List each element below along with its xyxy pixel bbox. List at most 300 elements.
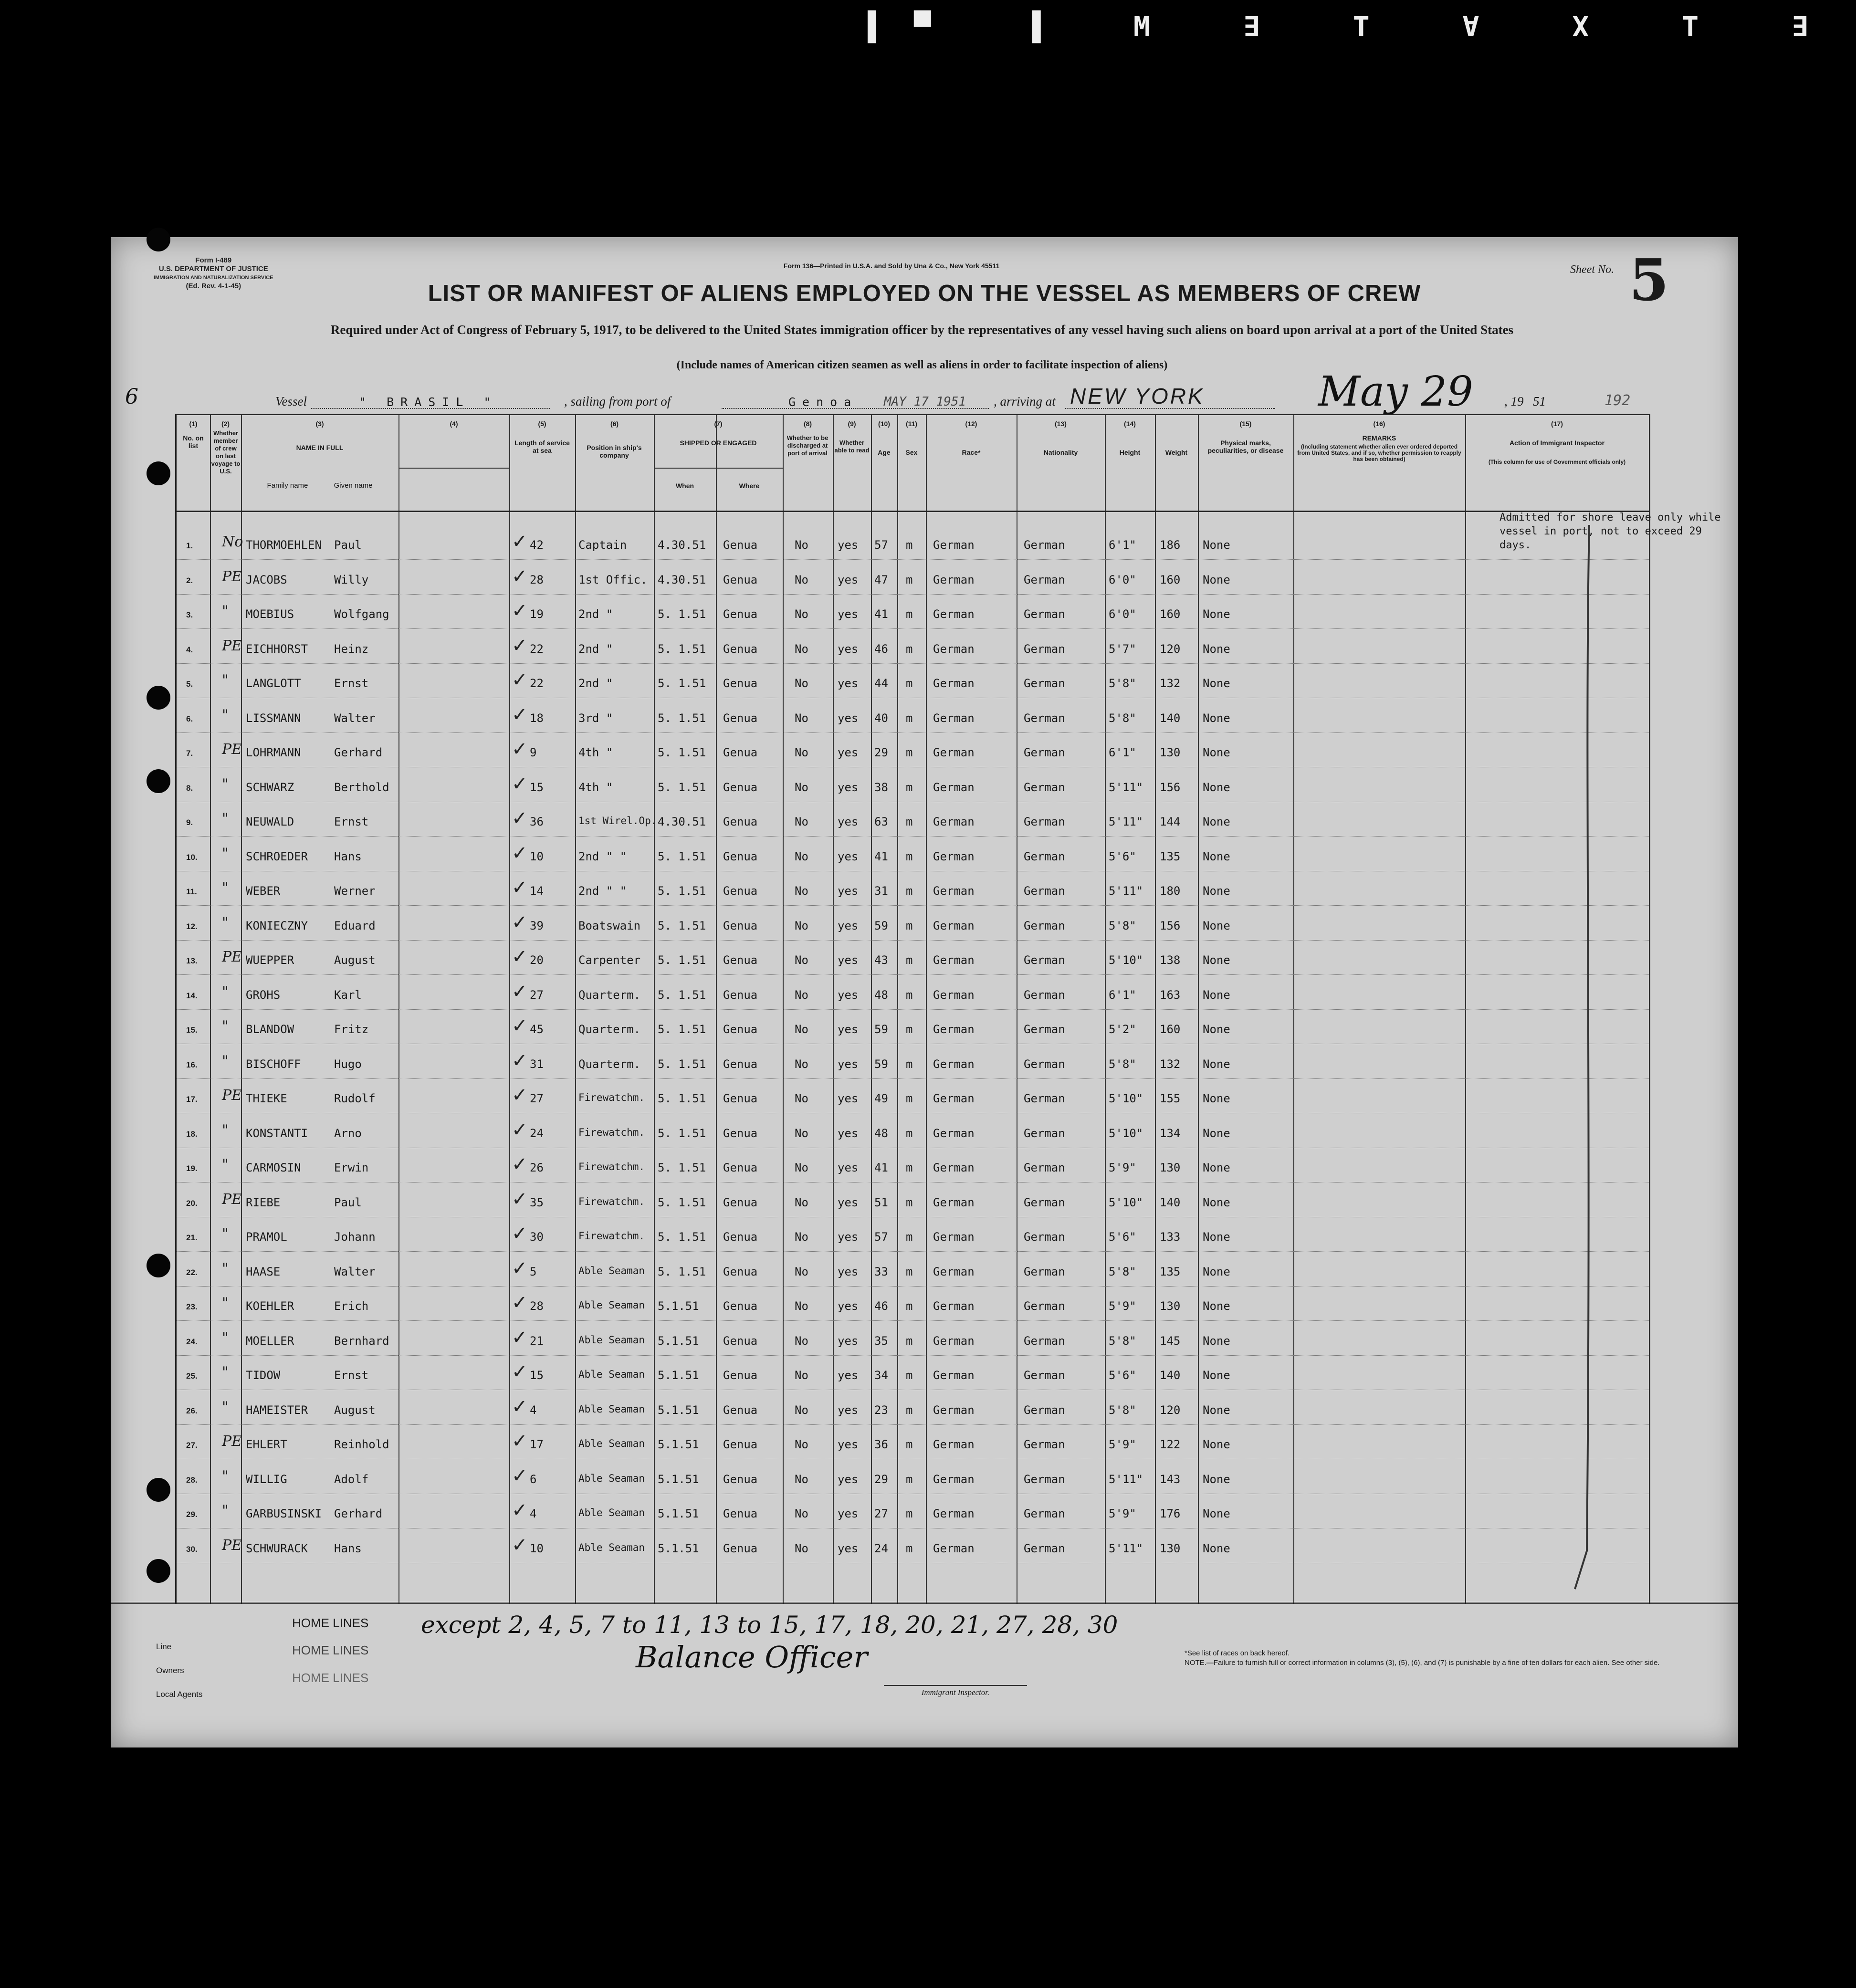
age-cell: 23 — [874, 1403, 888, 1417]
race-cell: German — [933, 1265, 975, 1278]
position-cell: 2nd " " — [578, 849, 627, 863]
given-name-cell: Ernst — [334, 677, 369, 690]
shipped-when-cell: 4.30.51 — [658, 573, 706, 586]
shipped-when-cell: 5. 1.51 — [658, 919, 706, 932]
position-cell: 4th " — [578, 780, 613, 794]
physical-marks-cell: None — [1203, 1092, 1230, 1105]
given-name-cell: Berthold — [334, 780, 389, 794]
family-name-cell: HAMEISTER — [246, 1403, 308, 1417]
weight-cell: 156 — [1160, 919, 1181, 932]
check-mark-icon: ✓ — [512, 669, 528, 691]
height-cell: 5'11" — [1109, 815, 1143, 828]
table-row — [177, 1424, 1649, 1459]
position-cell: Able Seaman — [578, 1299, 645, 1311]
physical-marks-cell: None — [1203, 746, 1230, 759]
height-cell: 5'10" — [1109, 953, 1143, 967]
table-row — [177, 1321, 1649, 1356]
nationality-cell: German — [1024, 1265, 1065, 1278]
age-cell: 48 — [874, 1126, 888, 1140]
agents-label: Local Agents — [156, 1690, 203, 1699]
read-cell: yes — [838, 1403, 859, 1417]
sex-cell: m — [906, 538, 913, 552]
table-row — [177, 1148, 1649, 1182]
sex-cell: m — [906, 607, 913, 621]
check-mark-icon: ✓ — [512, 1326, 528, 1349]
voyage-line — [111, 368, 1738, 416]
table-row — [177, 940, 1649, 975]
read-cell: yes — [838, 1057, 859, 1071]
weight-cell: 132 — [1160, 1057, 1181, 1071]
age-cell: 38 — [874, 780, 888, 794]
position-cell: Firewatchm. — [578, 1126, 645, 1138]
check-mark-icon: ✓ — [512, 1153, 528, 1175]
shipped-when-cell: 5.1.51 — [658, 1334, 699, 1348]
page-stamp: 192 — [1604, 392, 1631, 409]
discharged-cell: No — [795, 1369, 808, 1382]
shipped-when-cell: 5. 1.51 — [658, 1126, 706, 1140]
read-cell: yes — [838, 780, 859, 794]
stamp-line: Form I-489 — [195, 256, 232, 264]
row-number: 27. — [186, 1441, 198, 1450]
weight-cell: 130 — [1160, 1541, 1181, 1555]
discharged-cell: No — [795, 884, 808, 898]
shipped-where-cell: Genua — [723, 1057, 758, 1071]
age-cell: 63 — [874, 815, 888, 828]
weight-cell: 120 — [1160, 1403, 1181, 1417]
sex-cell: m — [906, 1507, 913, 1520]
race-cell: German — [933, 1195, 975, 1209]
family-name-cell: WILLIG — [246, 1472, 287, 1486]
table-row — [177, 663, 1649, 698]
height-cell: 6'1" — [1109, 746, 1136, 759]
service-cell: 27 — [530, 988, 544, 1002]
table-row — [177, 767, 1649, 802]
physical-marks-cell: None — [1203, 677, 1230, 690]
family-name-cell: SCHROEDER — [246, 849, 308, 863]
service-cell: 21 — [530, 1334, 544, 1348]
row-number: 22. — [186, 1267, 198, 1277]
age-cell: 31 — [874, 884, 888, 898]
table-row — [177, 1217, 1649, 1252]
shipped-where-cell: Genua — [723, 1230, 758, 1244]
manifest-page — [111, 237, 1738, 1747]
sex-cell: m — [906, 711, 913, 725]
row-number: 30. — [186, 1544, 198, 1554]
header-position: Position in ship's company — [587, 444, 642, 459]
check-mark-icon: ✓ — [512, 1049, 528, 1072]
table-row — [177, 1182, 1649, 1217]
row-number: 26. — [186, 1406, 198, 1415]
header-height: Height — [1119, 449, 1141, 456]
race-cell: German — [933, 815, 975, 828]
sex-cell: m — [906, 953, 913, 967]
family-name-cell: PRAMOL — [246, 1230, 287, 1244]
table-row — [177, 906, 1649, 941]
given-name-cell: Karl — [334, 988, 362, 1002]
check-mark-icon: ✓ — [512, 703, 528, 726]
physical-marks-cell: None — [1203, 538, 1230, 552]
column-number: (5) — [538, 420, 546, 428]
position-cell: 1st Wirel.Op. — [578, 815, 657, 827]
sex-cell: m — [906, 1161, 913, 1174]
weight-cell: 140 — [1160, 1195, 1181, 1209]
sex-cell: m — [906, 849, 913, 863]
discharged-cell: No — [795, 780, 808, 794]
race-cell: German — [933, 1541, 975, 1555]
row-number: 3. — [186, 610, 193, 619]
age-cell: 36 — [874, 1438, 888, 1451]
weight-cell: 135 — [1160, 1265, 1181, 1278]
family-name-cell: KOEHLER — [246, 1299, 294, 1313]
check-mark-icon: ✓ — [512, 1188, 528, 1210]
service-cell: 30 — [530, 1230, 544, 1244]
check-mark-icon: ✓ — [512, 807, 528, 829]
prev-voyage-cell: " — [222, 1225, 229, 1242]
prev-voyage-cell: " — [222, 1398, 229, 1415]
check-mark-icon: ✓ — [512, 980, 528, 1003]
sex-cell: m — [906, 815, 913, 828]
height-cell: 5'8" — [1109, 677, 1136, 690]
family-name-cell: RIEBE — [246, 1195, 281, 1209]
shipped-where-cell: Genua — [723, 1161, 758, 1174]
given-name-cell: Paul — [334, 1195, 362, 1209]
row-number: 20. — [186, 1198, 198, 1208]
race-cell: German — [933, 780, 975, 794]
physical-marks-cell: None — [1203, 1299, 1230, 1313]
crew-table — [175, 414, 1721, 1603]
service-cell: 42 — [530, 538, 544, 552]
race-cell: German — [933, 1507, 975, 1520]
table-row — [177, 698, 1649, 733]
punch-hole — [147, 461, 170, 485]
check-mark-icon: ✓ — [512, 1257, 528, 1279]
position-cell: Boatswain — [578, 919, 641, 932]
prev-voyage-cell: " — [222, 879, 229, 896]
position-cell: Able Seaman — [578, 1541, 645, 1553]
nationality-cell: German — [1024, 1507, 1065, 1520]
discharged-cell: No — [795, 1023, 808, 1036]
discharged-cell: No — [795, 711, 808, 725]
service-cell: 18 — [530, 711, 544, 725]
discharged-cell: No — [795, 1230, 808, 1244]
stamp-line: U.S. DEPARTMENT OF JUSTICE — [158, 265, 268, 273]
service-cell: 17 — [530, 1438, 544, 1451]
age-cell: 44 — [874, 677, 888, 690]
age-cell: 41 — [874, 849, 888, 863]
weight-cell: 140 — [1160, 711, 1181, 725]
weight-cell: 180 — [1160, 884, 1181, 898]
shipped-when-cell: 5. 1.51 — [658, 1057, 706, 1071]
age-cell: 47 — [874, 573, 888, 586]
physical-marks-cell: None — [1203, 1126, 1230, 1140]
prev-voyage-cell: PE — [222, 637, 242, 654]
given-name-cell: Reinhold — [334, 1438, 389, 1451]
prev-voyage-cell: " — [222, 1329, 229, 1346]
weight-cell: 120 — [1160, 642, 1181, 656]
sex-cell: m — [906, 1541, 913, 1555]
weight-cell: 155 — [1160, 1092, 1181, 1105]
dotted-rule — [722, 408, 989, 409]
given-name-cell: August — [334, 953, 376, 967]
header-nationality: Nationality — [1043, 449, 1078, 456]
table-row — [177, 1494, 1649, 1528]
weight-cell: 132 — [1160, 677, 1181, 690]
service-cell: 36 — [530, 815, 544, 828]
read-cell: yes — [838, 1472, 859, 1486]
row-number: 11. — [186, 887, 197, 896]
family-name-cell: JACOBS — [246, 573, 287, 586]
header-physical-marks: Physical marks, peculiarities, or disease — [1207, 439, 1284, 454]
physical-marks-cell: None — [1203, 1507, 1230, 1520]
punch-hole — [147, 1559, 170, 1583]
header-remarks-note: (Including statement whether alien ever ordered deported from United States, and if so, whether permission to reapply has been obtained) — [1297, 443, 1461, 462]
race-cell: German — [933, 884, 975, 898]
row-number: 7. — [186, 749, 193, 758]
shipped-when-cell: 5. 1.51 — [658, 1195, 706, 1209]
position-cell: Firewatchm. — [578, 1195, 645, 1207]
vessel-label: Vessel — [275, 394, 307, 408]
height-cell: 5'10" — [1109, 1092, 1143, 1105]
age-cell: 29 — [874, 1472, 888, 1486]
service-cell: 4 — [530, 1507, 537, 1520]
check-mark-icon: ✓ — [512, 531, 528, 553]
read-cell: yes — [838, 1092, 859, 1105]
prev-voyage-cell: " — [222, 1295, 229, 1311]
table-row — [177, 975, 1649, 1010]
shipped-when-cell: 5. 1.51 — [658, 1092, 706, 1105]
family-name-cell: HAASE — [246, 1265, 281, 1278]
weight-cell: 138 — [1160, 953, 1181, 967]
shipped-when-cell: 5.1.51 — [658, 1472, 699, 1486]
age-cell: 59 — [874, 919, 888, 932]
prev-voyage-cell: PE — [222, 568, 242, 585]
shipped-where-cell: Genua — [723, 642, 758, 656]
position-cell: Able Seaman — [578, 1507, 645, 1518]
sex-cell: m — [906, 1265, 913, 1278]
nationality-cell: German — [1024, 1092, 1065, 1105]
nationality-cell: German — [1024, 1472, 1065, 1486]
header-action: Action of Immigrant Inspector — [1509, 439, 1605, 447]
age-cell: 57 — [874, 1230, 888, 1244]
check-mark-icon: ✓ — [512, 1499, 528, 1521]
shipped-where-cell: Genua — [723, 1369, 758, 1382]
discharged-cell: No — [795, 607, 808, 621]
check-mark-icon: ✓ — [512, 911, 528, 933]
column-number: (8) — [803, 420, 812, 428]
position-cell: Firewatchm. — [578, 1161, 645, 1172]
read-cell: yes — [838, 988, 859, 1002]
prev-voyage-cell: PE — [222, 1087, 242, 1104]
height-cell: 5'9" — [1109, 1438, 1136, 1451]
given-name-cell: Hugo — [334, 1057, 362, 1071]
position-cell: Able Seaman — [578, 1472, 645, 1484]
height-cell: 5'9" — [1109, 1299, 1136, 1313]
row-number: 9. — [186, 818, 193, 827]
race-cell: German — [933, 953, 975, 967]
height-cell: 6'1" — [1109, 988, 1136, 1002]
column-number: (10) — [878, 420, 890, 428]
physical-marks-cell: None — [1203, 1541, 1230, 1555]
read-cell: yes — [838, 746, 859, 759]
given-name-cell: Johann — [334, 1230, 376, 1244]
family-name-cell: BLANDOW — [246, 1023, 294, 1036]
position-cell: Quarterm. — [578, 988, 641, 1002]
inspector-label: Immigrant Inspector. — [884, 1685, 1027, 1697]
family-name-cell: GROHS — [246, 988, 281, 1002]
discharged-cell: No — [795, 1195, 808, 1209]
header-family-name: Family name — [267, 481, 308, 490]
nationality-cell: German — [1024, 1057, 1065, 1071]
column-number: (16) — [1373, 420, 1385, 428]
header-race: Race* — [962, 449, 981, 456]
nationality-cell: German — [1024, 1161, 1065, 1174]
weight-cell: 156 — [1160, 780, 1181, 794]
position-cell: 2nd " — [578, 607, 613, 621]
shipped-where-cell: Genua — [723, 677, 758, 690]
read-cell: yes — [838, 1195, 859, 1209]
column-number: (3) — [315, 420, 324, 428]
position-cell: Captain — [578, 538, 627, 552]
prev-voyage-cell: No — [222, 534, 243, 550]
weight-cell: 134 — [1160, 1126, 1181, 1140]
stamp-line: (Ed. Rev. 4-1-45) — [186, 282, 241, 290]
weight-cell: 143 — [1160, 1472, 1181, 1486]
physical-marks-cell: None — [1203, 1438, 1230, 1451]
film-frame-code: ▐▀ ▐ M ∃ T ∀ X T ∃ — [859, 10, 1846, 43]
service-cell: 9 — [530, 746, 537, 759]
position-cell: Quarterm. — [578, 1057, 641, 1071]
position-cell: Able Seaman — [578, 1438, 645, 1449]
weight-cell: 122 — [1160, 1438, 1181, 1451]
weight-cell: 160 — [1160, 607, 1181, 621]
header-rule — [654, 468, 783, 469]
shipped-where-cell: Genua — [723, 538, 758, 552]
table-row — [177, 629, 1649, 664]
shipped-where-cell: Genua — [723, 1541, 758, 1555]
shipped-when-cell: 5. 1.51 — [658, 884, 706, 898]
height-cell: 5'11" — [1109, 1541, 1143, 1555]
shipped-when-cell: 5.1.51 — [658, 1403, 699, 1417]
family-name-cell: KONSTANTI — [246, 1126, 308, 1140]
physical-marks-cell: None — [1203, 1161, 1230, 1174]
height-cell: 5'6" — [1109, 1230, 1136, 1244]
row-number: 24. — [186, 1337, 198, 1346]
punch-hole — [147, 686, 170, 710]
check-mark-icon: ✓ — [512, 1223, 528, 1245]
read-cell: yes — [838, 1369, 859, 1382]
read-cell: yes — [838, 1161, 859, 1174]
shipped-when-cell: 5. 1.51 — [658, 1265, 706, 1278]
read-cell: yes — [838, 1265, 859, 1278]
nationality-cell: German — [1024, 607, 1065, 621]
table-row — [177, 1044, 1649, 1079]
discharged-cell: No — [795, 953, 808, 967]
prev-voyage-cell: " — [222, 706, 229, 723]
shipped-when-cell: 5.1.51 — [658, 1299, 699, 1313]
check-mark-icon: ✓ — [512, 634, 528, 657]
line-label: Line — [156, 1642, 172, 1651]
row-number: 15. — [186, 1025, 198, 1035]
sex-cell: m — [906, 1023, 913, 1036]
read-cell: yes — [838, 1126, 859, 1140]
header-no: No. on list — [183, 434, 204, 450]
row-number: 21. — [186, 1233, 198, 1242]
prev-voyage-cell: " — [222, 1018, 229, 1035]
family-name-cell: THIEKE — [246, 1092, 287, 1105]
nationality-cell: German — [1024, 642, 1065, 656]
column-number: (1) — [189, 420, 198, 428]
height-cell: 5'8" — [1109, 1265, 1136, 1278]
position-cell: Carpenter — [578, 953, 641, 967]
age-cell: 59 — [874, 1057, 888, 1071]
race-cell: German — [933, 1299, 975, 1313]
physical-marks-cell: None — [1203, 1230, 1230, 1244]
check-mark-icon: ✓ — [512, 773, 528, 795]
shipped-when-cell: 5. 1.51 — [658, 1161, 706, 1174]
sex-cell: m — [906, 1438, 913, 1451]
prev-voyage-cell: " — [222, 1052, 229, 1069]
nationality-cell: German — [1024, 953, 1065, 967]
subtitle: Required under Act of Congress of February 5, 1917, to be delivered to the United States immigration officer by the representatives of any vessel having such aliens on board upon arrival at a port of the United States — [330, 323, 1514, 337]
physical-marks-cell: None — [1203, 919, 1230, 932]
age-cell: 33 — [874, 1265, 888, 1278]
service-cell: 15 — [530, 780, 544, 794]
line-value: HOME LINES — [292, 1616, 369, 1630]
nationality-cell: German — [1024, 1541, 1065, 1555]
physical-marks-cell: None — [1203, 1023, 1230, 1036]
arrival-date: May 29 — [1318, 368, 1473, 416]
prev-voyage-cell: PE — [222, 949, 242, 965]
punch-hole — [147, 1478, 170, 1502]
race-cell: German — [933, 1126, 975, 1140]
shipped-when-cell: 5. 1.51 — [658, 711, 706, 725]
race-note: *See list of races on back hereof. — [1185, 1649, 1290, 1657]
family-name-cell: LOHRMANN — [246, 746, 301, 759]
header-rule — [398, 468, 509, 469]
table-row — [177, 1009, 1649, 1044]
check-mark-icon: ✓ — [512, 1395, 528, 1418]
sex-cell: m — [906, 1299, 913, 1313]
weight-cell: 144 — [1160, 815, 1181, 828]
year-label: , 19 — [1504, 394, 1524, 408]
position-cell: 2nd " — [578, 677, 613, 690]
position-cell: Able Seaman — [578, 1334, 645, 1346]
height-cell: 5'7" — [1109, 642, 1136, 656]
nationality-cell: German — [1024, 573, 1065, 586]
column-number: (2) — [221, 420, 230, 428]
position-cell: Able Seaman — [578, 1403, 645, 1415]
table-row — [177, 1286, 1649, 1321]
service-cell: 28 — [530, 1299, 544, 1313]
service-cell: 22 — [530, 642, 544, 656]
table-row — [177, 1459, 1649, 1494]
fine-note: NOTE.—Failure to furnish full or correct information in columns (3), (5), (6), and (7) is punishable by a fine of ten dollars for each alien. See other side. — [1185, 1659, 1660, 1667]
service-cell: 28 — [530, 573, 544, 586]
service-cell: 10 — [530, 849, 544, 863]
physical-marks-cell: None — [1203, 780, 1230, 794]
given-name-cell: Walter — [334, 1265, 376, 1278]
check-mark-icon: ✓ — [512, 565, 528, 587]
table-row — [177, 837, 1649, 871]
header-where: Where — [739, 482, 760, 490]
shipped-when-cell: 5. 1.51 — [658, 642, 706, 656]
age-cell: 41 — [874, 607, 888, 621]
discharged-cell: No — [795, 642, 808, 656]
age-cell: 46 — [874, 1299, 888, 1313]
row-number: 6. — [186, 714, 193, 723]
shipped-when-cell: 5. 1.51 — [658, 780, 706, 794]
given-name-cell: Arno — [334, 1126, 362, 1140]
